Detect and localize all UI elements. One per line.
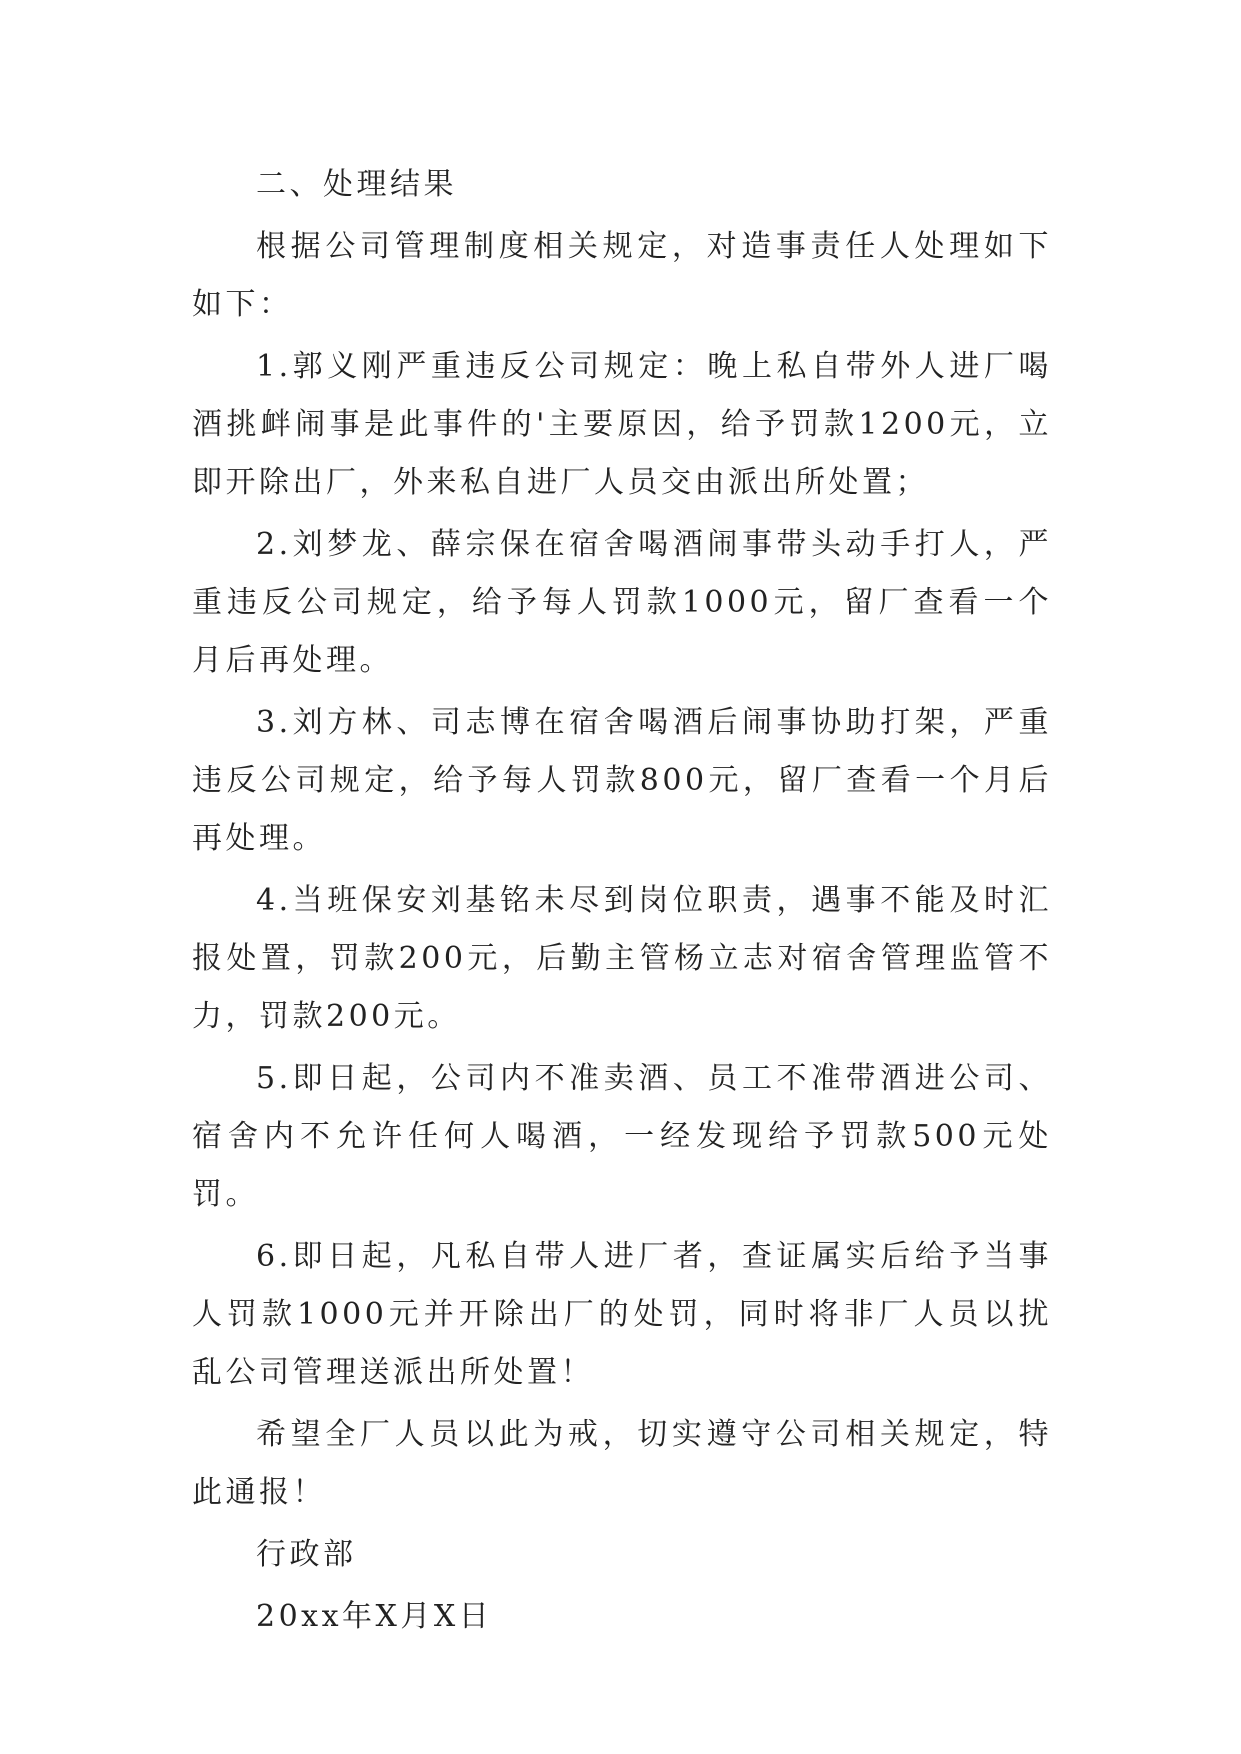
section-heading: 二、处理结果 [256, 167, 457, 202]
intro-paragraph: 根据公司管理制度相关规定，对造事责任人处理如下如下： [192, 229, 1052, 322]
closing-paragraph: 希望全厂人员以此为戒，切实遵守公司相关规定，特此通报！ [192, 1417, 1052, 1510]
issuing-department: 行政部 [256, 1537, 357, 1572]
penalty-item-6: 6.即日起，凡私自带人进厂者，查证属实后给予当事人罚款1000元并开除出厂的处罚，同时将非厂人员以扰乱公司管理送派出所处置！ [192, 1239, 1052, 1390]
penalty-item-1: 1.郭义刚严重违反公司规定：晚上私自带外人进厂喝酒挑衅闹事是此事件的'主要原因，给予罚款1200元，立即开除出厂，外来私自进厂人员交由派出所处置； [192, 349, 1052, 500]
penalty-item-4: 4.当班保安刘基铭未尽到岗位职责，遇事不能及时汇报处置，罚款200元，后勤主管杨立志对宿舍管理监管不力，罚款200元。 [192, 883, 1052, 1034]
penalty-item-2: 2.刘梦龙、薛宗保在宿舍喝酒闹事带头动手打人，严重违反公司规定，给予每人罚款1000元，留厂查看一个月后再处理。 [192, 527, 1052, 678]
document-page [192, 156, 1052, 1650]
issue-date: 20xx年X月X日 [256, 1599, 493, 1634]
penalty-item-5: 5.即日起，公司内不准卖酒、员工不准带酒进公司、宿舍内不允许任何人喝酒，一经发现给予罚款500元处罚。 [192, 1061, 1052, 1212]
penalty-item-3: 3.刘方林、司志博在宿舍喝酒后闹事协助打架，严重违反公司规定，给予每人罚款800元，留厂查看一个月后再处理。 [192, 705, 1052, 856]
